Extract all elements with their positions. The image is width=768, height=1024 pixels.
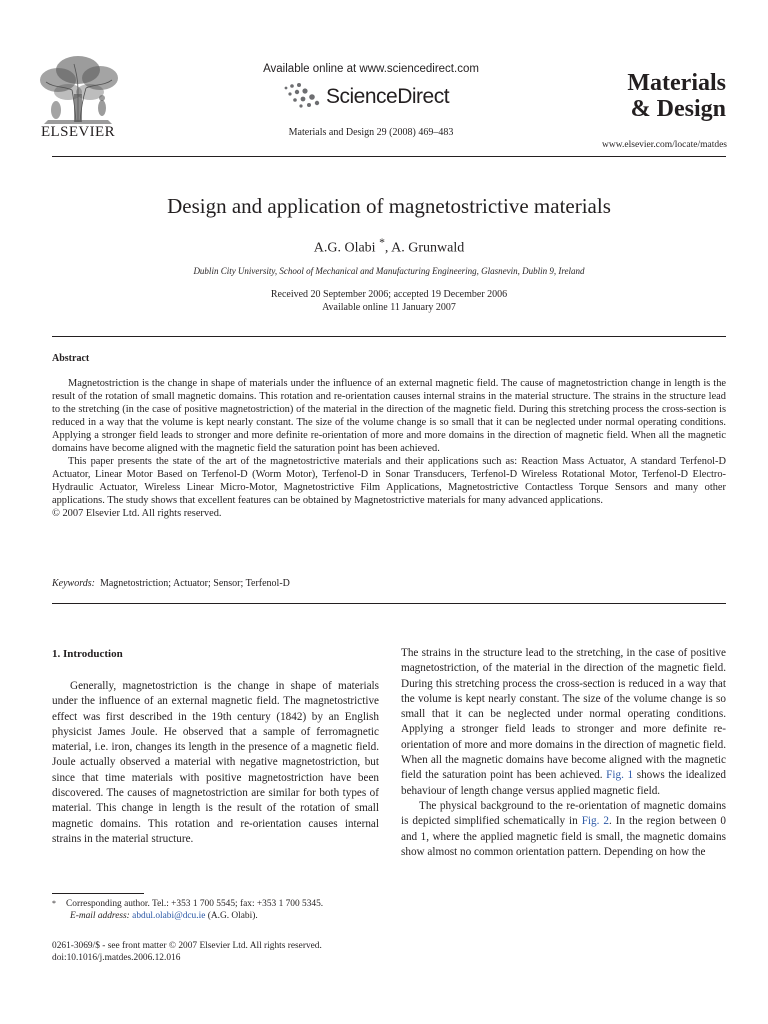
doi-line[interactable]: doi:10.1016/j.matdes.2006.12.016 — [52, 953, 181, 963]
right-paragraph-2: The physical background to the re-orientation of magnetic domains is depicted simplified schematically in Fig. 2. In the region between 0 and 1, where the applied magnetic field is small, the magnetic domains show almost no common orientation pattern. Depending on how the — [401, 799, 726, 858]
keywords-list: Magnetostriction; Actuator; Sensor; Terfenol-D — [99, 578, 290, 589]
abstract-bottom-rule — [52, 603, 726, 604]
right-column — [401, 646, 726, 860]
keywords-label: Keywords: — [52, 578, 95, 589]
corresponding-marker[interactable]: * — [379, 236, 385, 249]
sciencedirect-logo — [282, 80, 482, 114]
abstract-heading: Abstract — [52, 353, 90, 364]
author-2: , A. Grunwald — [384, 240, 465, 256]
abstract-copyright: © 2007 Elsevier Ltd. All rights reserved. — [52, 508, 222, 519]
footnote-rule — [52, 893, 144, 894]
abstract-paragraph-2: This paper presents the state of the art of the magnetostrictive materials and their applications such as: Reaction Mass Actuator, A standard Terfenol-D Actuator, Linear Motor Based on Terfenol-D (Worm Motor), Terfenol-D in Sonar Transducers, Terfenol-D Wireless Rotational Motor, Terfenol-D Electro-Hydraulic Actuator, Wireless Linear Micro-Motor, Magnetostrictive Film Applications, Magnetostrictive Contactless Torque Sensors and many other applications. The study shows that excellent features can be obtained by Magnetostrictive materials for many advanced applications. — [52, 456, 726, 506]
email-link[interactable]: abdul.olabi@dcu.ie — [132, 911, 206, 921]
keywords — [52, 578, 290, 589]
abstract-paragraph-1: Magnetostriction is the change in shape of materials under the influence of an external magnetic field. The cause of magnetostriction change in length is the result of the rotation of small magnetic domains. This rotation and re-orientation causes internal strains in the material structure. The strains in the structure lead to the stretching (in the case of positive magnetostriction) of the material in the direction of the magnetic field. During this stretching process the cross-section is reduced in a way that the volume is kept nearly constant. The size of the volume change is so small that it can be neglected under normal operating conditions. Applying a stronger field leads to stronger and more definite re-orientation of more and more domains in the direction of magnetic field. When all the magnetic domains have become aligned with the magnetic field the saturation point has been achieved. — [52, 378, 726, 454]
journal-reference: Materials and Design 29 (2008) 469–483 — [288, 127, 454, 138]
publisher-name: ELSEVIER — [40, 124, 116, 140]
sciencedirect-wordmark: ScienceDirect — [326, 85, 450, 108]
footnote — [52, 898, 379, 922]
journal-name — [580, 70, 726, 122]
received-dates: Received 20 September 2006; accepted 19 December 2006 — [270, 289, 508, 300]
email-label: E-mail address: — [70, 911, 130, 921]
sciencedirect-dots-icon — [282, 82, 322, 110]
email-line: E-mail address: abdul.olabi@dcu.ie (A.G. Olabi). — [70, 911, 258, 921]
footer — [52, 940, 452, 964]
abstract-top-rule — [52, 336, 726, 337]
right-paragraph-1: The strains in the structure lead to the stretching, in the case of positive magnetostriction, of the material in the direction of the magnetic field. During this stretching process the cross-section is reduced in a way that the volume is kept nearly constant. The size of the volume change is so small that it can be neglected under normal operating conditions. Applying a stronger field leads to stronger and more definite re-orientation of more and more domains in the direction of magnetic field. When all the magnetic domains have become aligned with the magnetic field the saturation point has been achieved. Fig. 1 shows the idealized behaviour of length change versus applied magnetic field. — [401, 647, 726, 797]
header-rule — [52, 156, 726, 157]
footnote-star: * — [52, 899, 56, 908]
article-title: Design and application of magnetostrictive materials — [167, 194, 611, 218]
article-dates — [52, 288, 726, 314]
journal-url: www.elsevier.com/locate/matdes — [602, 140, 727, 150]
corresponding-author-note: * Corresponding author. Tel.: +353 1 700 5545; fax: +353 1 700 5345. — [52, 899, 324, 909]
authors — [52, 236, 726, 257]
author-1: A.G. Olabi — [313, 240, 380, 256]
fig-1-link[interactable]: Fig. 1 — [606, 769, 634, 782]
affiliation: Dublin City University, School of Mechanical and Manufacturing Engineering, Glasnevin, Dublin 9, Ireland — [193, 266, 585, 276]
abstract-body — [52, 377, 726, 520]
available-online-date: Available online 11 January 2007 — [322, 302, 456, 313]
available-online-line: Available online at www.sciencedirect.com — [263, 63, 479, 75]
issn-line: 0261-3069/$ - see front matter © 2007 Elsevier Ltd. All rights reserved. — [52, 941, 322, 951]
intro-paragraph-1: Generally, magnetostriction is the change in shape of materials under the influence of an external magnetic field. The magnetostrictive effect was first described in the 19th century (1842) by an English physicist James Joule. He observed that a sample of ferromagnetic material, i.e. iron, changes its length in the presence of a magnetic field. Joule actually observed a material with negative magnetostriction, but since that time materials with positive magnetostriction have been discovered. The causes of magnetostriction are similar for both types of material. This change in length is the result of the rotation of small magnetic domains. This rotation and re-orientation causes internal strains in the material structure. — [52, 680, 379, 845]
fig-2-link[interactable]: Fig. 2 — [581, 815, 609, 828]
section-heading-introduction: 1. Introduction — [52, 648, 123, 660]
journal-name-line-1: Materials — [627, 70, 726, 96]
left-column — [52, 679, 379, 847]
journal-name-line-2: & Design — [630, 96, 726, 122]
